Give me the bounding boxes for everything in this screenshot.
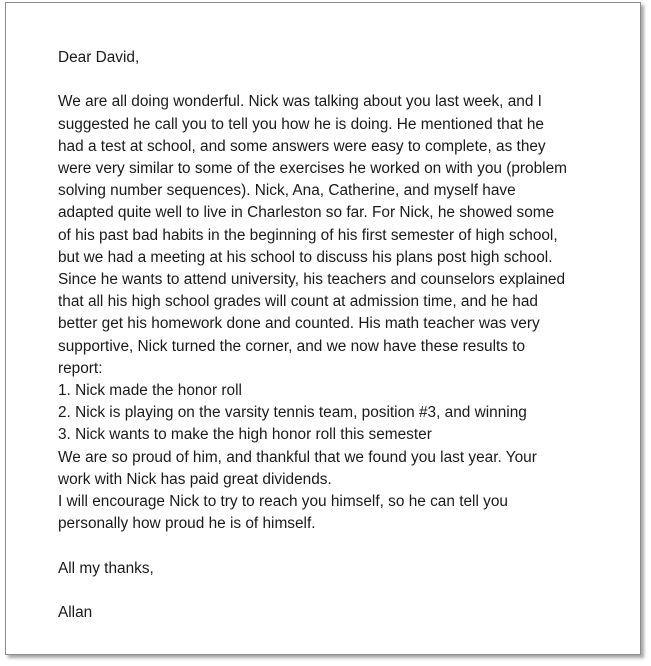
body-line: We are all doing wonderful. Nick was talking about you last week, and I [58,93,542,111]
body-line: I will encourage Nick to try to reach you himself, so he can tell you [58,493,508,511]
body-line: supportive, Nick turned the corner, and we now have these results to [58,337,526,355]
letter-page [5,2,641,655]
body-line: Since he wants to attend university, his teachers and counselors explained [58,271,566,289]
closing: All my thanks, [58,559,154,577]
paragraph-gap [58,580,628,602]
body-line: that all his high school grades will count at admission time, and he had [58,293,538,311]
paragraph-gap [58,535,628,557]
paragraph-gap [58,69,628,91]
body-line: report: [58,359,103,377]
body-line: of his past bad habits in the beginning of his first semester of high school, [58,226,558,244]
body-line: but we had a meeting at his school to discuss his plans post high school. [58,248,553,266]
salutation: Dear David, [58,49,140,66]
letter-text [58,47,628,624]
body-line: work with Nick has paid great dividends. [58,470,332,488]
body-line: adapted quite well to live in Charleston so far. For Nick, he showed some [58,204,555,222]
body-line: suggested he call you to tell you how he is doing. He mentioned that he [58,115,544,133]
body-line: better get his homework done and counted. His math teacher was very [58,315,540,333]
list-item: 1. Nick made the honor roll [58,382,242,400]
body-line: had a test at school, and some answers were easy to complete, as they [58,137,546,155]
body-line: were very similar to some of the exercises he worked on with you (problem [58,160,567,177]
list-item: 2. Nick is playing on the varsity tennis team, position #3, and winning [58,404,527,422]
body-line: personally how proud he is of himself. [58,515,316,533]
list-item: 3. Nick wants to make the high honor roll this semester [58,426,432,444]
body-line: solving number sequences). Nick, Ana, Catherine, and myself have [58,182,516,200]
signature: Allan [58,604,93,622]
letter-body [58,91,628,535]
body-line: We are so proud of him, and thankful that we found you last year. Your [58,448,537,466]
